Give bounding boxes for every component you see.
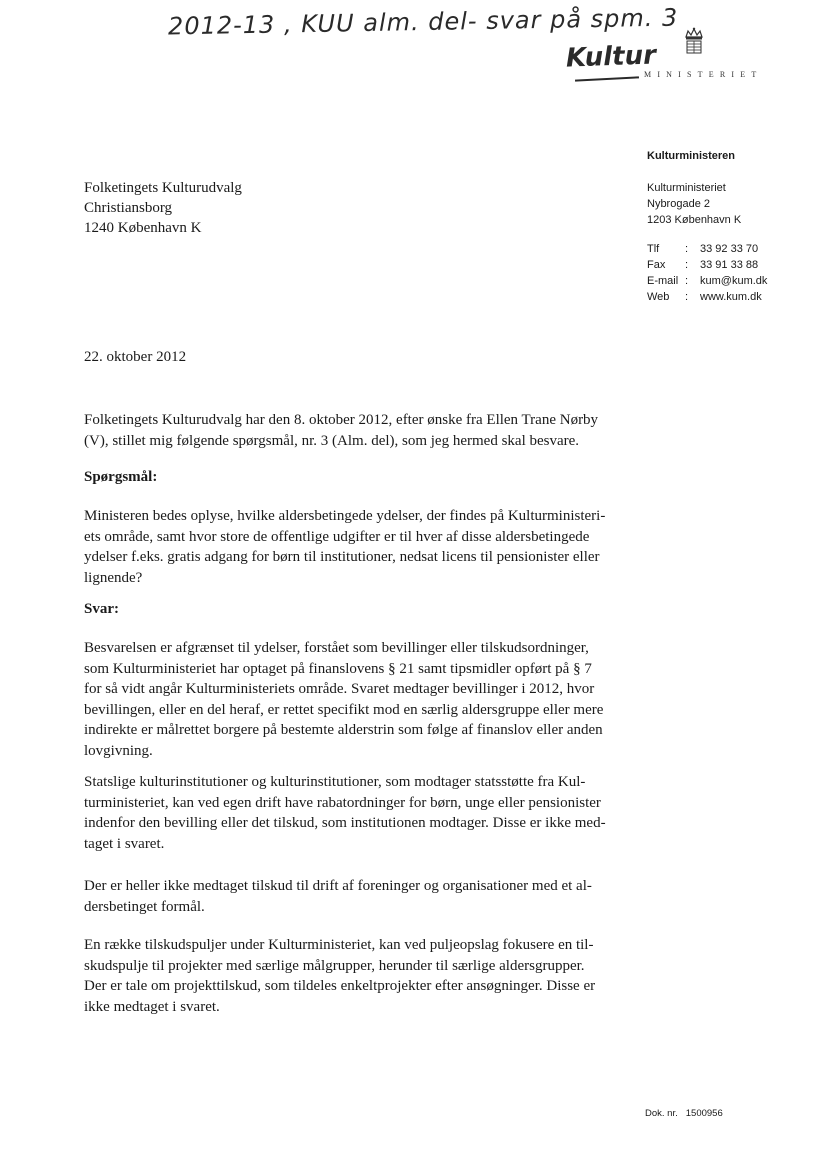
- text-line: indenfor den bevilling eller det tilskud, som institutionen modtager. Disse er ikke med-: [84, 815, 606, 831]
- document-number-label: Dok. nr.: [645, 1108, 678, 1119]
- contact-label: Fax: [647, 259, 666, 271]
- question-heading: Spørgsmål:: [84, 469, 158, 485]
- text-line: turministeriet, kan ved egen drift have rabatordninger for børn, unge eller pensionister: [84, 794, 601, 811]
- ministry-wordmark: MINISTERIET: [644, 70, 763, 79]
- crown-logo-icon: [683, 27, 705, 55]
- sender-organisation: Kulturministeriet: [647, 182, 726, 194]
- signature-underline: [575, 76, 639, 81]
- text-line: Ministeren bedes oplyse, hvilke aldersbetingede ydelser, der findes på Kulturministeri-: [84, 508, 606, 524]
- text-line: Statslige kulturinstitutioner og kulturinstitutioner, som modtager statsstøtte fra Kul-: [84, 774, 586, 790]
- text-line: Der er heller ikke medtaget tilskud til drift af foreninger og organisationer med et al-: [84, 878, 592, 894]
- text-line: ets område, samt hvor store de offentlige udgifter er til hver af disse aldersbetingede: [84, 528, 590, 545]
- text-line: lovgivning.: [84, 742, 153, 759]
- text-line: (V), stillet mig følgende spørgsmål, nr. 3 (Alm. del), som jeg hermed skal besvare.: [84, 432, 580, 449]
- recipient-city: 1240 København K: [84, 220, 202, 236]
- text-line: Besvarelsen er afgrænset til ydelser, forstået som bevillinger eller tilskudsordninger,: [84, 640, 589, 656]
- document-number: [645, 1108, 723, 1119]
- contact-fax: [647, 259, 758, 271]
- handwritten-signature: Kultur: [565, 40, 657, 74]
- contact-separator: :: [685, 243, 689, 255]
- contact-phone: [647, 243, 758, 255]
- text-line: lignende?: [84, 569, 143, 586]
- sender-street: Nybrogade 2: [647, 198, 710, 210]
- text-line: En række tilskudspuljer under Kulturministeriet, kan ved puljeopslag fokusere en til-: [84, 937, 594, 953]
- contact-email: [647, 275, 767, 287]
- sender-city: 1203 København K: [647, 214, 742, 226]
- contact-label: Tlf: [647, 243, 660, 255]
- document-number-value: 1500956: [685, 1108, 723, 1119]
- text-line: indirekte er målrettet borgere på bestemte alderstrin som følge af finanslov eller anden: [84, 722, 603, 738]
- text-line: skudspulje til projekter med særlige målgrupper, herunder til særlige aldersgrupper.: [84, 957, 585, 974]
- recipient-building: Christiansborg: [84, 200, 173, 216]
- contact-value: kum@kum.dk: [700, 275, 768, 287]
- text-line: taget i svaret.: [84, 835, 165, 852]
- contact-separator: :: [685, 291, 689, 303]
- text-line: ikke medtaget i svaret.: [84, 998, 220, 1015]
- text-line: ydelser f.eks. gratis adgang for børn til institutioner, nedsat licens til pensionister eller: [84, 549, 600, 565]
- text-line: dersbetinget formål.: [84, 898, 205, 915]
- answer-paragraph-3: [84, 876, 644, 917]
- answer-paragraph-2: [84, 772, 644, 854]
- sender-title: Kulturministeren: [647, 150, 736, 162]
- question-paragraph: [84, 506, 644, 588]
- contact-label: E-mail: [647, 275, 679, 287]
- contact-label: Web: [647, 291, 670, 303]
- answer-paragraph-1: [84, 638, 644, 761]
- text-line: som Kulturministeriet har optaget på finanslovens § 21 samt tipsmidler opført på § 7: [84, 660, 592, 677]
- contact-web: [647, 291, 762, 303]
- answer-paragraph-4: [84, 935, 644, 1017]
- text-line: Der er tale om projekttilskud, som tildeles enkeltprojekter efter ansøgninger. Disse er: [84, 978, 596, 994]
- text-line: bevillingen, eller en del heraf, er rettet specifikt mod en særlig aldersgruppe eller mere: [84, 701, 604, 718]
- letter-date: 22. oktober 2012: [84, 349, 187, 365]
- recipient-name: Folketingets Kulturudvalg: [84, 180, 242, 196]
- text-line: Folketingets Kulturudvalg har den 8. oktober 2012, efter ønske fra Ellen Trane Nørby: [84, 412, 599, 428]
- contact-value: 33 92 33 70: [700, 243, 759, 255]
- answer-heading: Svar:: [84, 601, 119, 617]
- text-line: for så vidt angår Kulturministeriets område. Svaret medtager bevillinger i 2012, hvor: [84, 681, 595, 697]
- handwritten-note: 2012-13 , KUU alm. del- svar på spm. 3: [167, 3, 679, 41]
- contact-value: 33 91 33 88: [700, 259, 759, 271]
- contact-separator: :: [685, 259, 689, 271]
- intro-paragraph: [84, 410, 644, 451]
- contact-value: www.kum.dk: [700, 291, 762, 303]
- contact-separator: :: [685, 275, 689, 287]
